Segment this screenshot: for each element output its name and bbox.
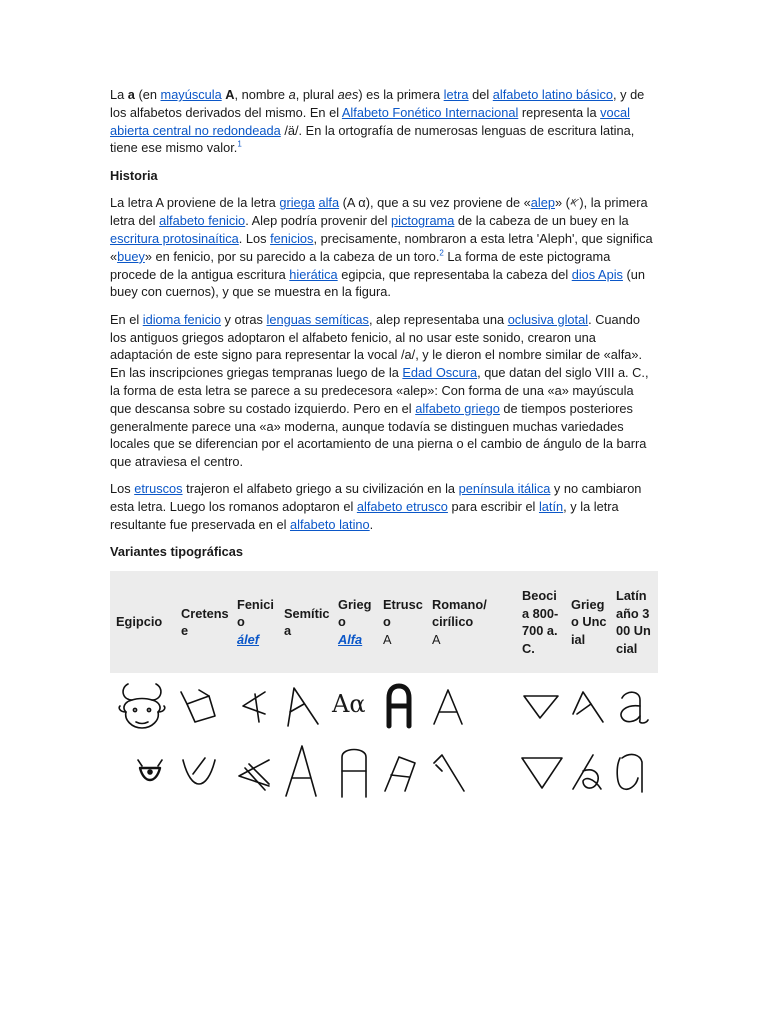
link-alfabeto-fonetico-internacional[interactable]: Alfabeto Fonético Internacional <box>341 104 519 120</box>
italic-term: aes <box>337 87 359 102</box>
semitic-a-glyph <box>282 682 326 730</box>
col-beocia: Beocia 800-700 a. C. <box>516 571 565 673</box>
text-run: ) es la primera <box>358 87 444 102</box>
link-alef[interactable] <box>237 632 259 647</box>
text-run: Los <box>110 481 135 497</box>
text-run: , y la letra resultante fue preservada en el <box>110 499 619 533</box>
text-run: y no cambiaron esta letra. Luego los romanos adoptaron el <box>110 481 642 515</box>
cell-latin-uncial-2 <box>610 739 658 805</box>
text-run: (Α α), que a su vez proviene de « <box>339 195 531 211</box>
text-run: y otras <box>220 311 267 327</box>
link-etruscos[interactable]: etruscos <box>134 481 183 497</box>
link-lenguas-semiticas[interactable]: lenguas semíticas <box>266 311 369 327</box>
link-alfa-table[interactable] <box>338 632 362 647</box>
text-run: , y de los alfabetos derivados del mismo. En el <box>110 87 645 120</box>
heading-historia: Historia <box>110 167 158 183</box>
greek-alpha2-glyph <box>336 743 376 801</box>
link-oclusiva-glotal[interactable]: oclusiva glotal <box>507 311 589 327</box>
col-egipcio: Egipcio <box>110 571 175 673</box>
cell-semitica-1 <box>278 673 332 739</box>
text-run: , nombre <box>234 87 289 102</box>
historia-paragraph-3 <box>110 480 658 533</box>
glyph-row-1 <box>110 673 658 739</box>
text-run: (un buey con cuernos), y que se muestra en la figura. <box>110 266 645 300</box>
cell-egipcio-1 <box>110 673 175 739</box>
cell-griego-1 <box>332 673 377 739</box>
link-alfabeto-etrusco[interactable]: alfabeto etrusco <box>356 499 448 515</box>
link-escritura-protosinaitica[interactable]: escritura protosinaítica <box>110 231 239 247</box>
italic-term: a <box>288 87 296 102</box>
link-latin[interactable]: latín <box>538 499 564 515</box>
etruscan-a-glyph <box>381 682 417 730</box>
greek-uncial-a-glyph <box>569 684 609 728</box>
text-run: La forma de este pictograma procede de la antigua escritura <box>110 248 611 282</box>
cell-cretense-2 <box>175 739 231 805</box>
col-etrusco-label: Etrusco <box>383 596 423 630</box>
cell-fenicio-2 <box>231 739 278 805</box>
col-etrusco <box>377 571 426 673</box>
link-alfa-table-text: Alfa <box>338 631 363 647</box>
link-alfa[interactable]: alfa <box>318 195 340 211</box>
col-fenicio <box>231 571 278 673</box>
text-run: . Cuando los antiguos griegos adoptaron el alfabeto fenicio, al no usar este sonido, crearon una adaptación de este signo para representar la vocal /a/, y le dieron el nombre similar de «alfa». En las inscripciones griegas tempranas luego de la <box>110 311 643 381</box>
link-vocal-abierta-central[interactable]: vocal abierta central no redondeada <box>110 104 631 138</box>
glyph-row-2 <box>110 739 658 805</box>
col-griego-label: Griego <box>338 596 372 630</box>
link-griega[interactable]: griega <box>279 195 315 211</box>
cell-fenicio-1 <box>231 673 278 739</box>
boeotian-a2-glyph <box>520 750 568 794</box>
col-romano <box>426 571 516 673</box>
text-run: para escribir el <box>447 499 539 515</box>
cell-latin-uncial-1 <box>610 673 658 739</box>
link-letra[interactable]: letra <box>443 87 469 102</box>
col-etrusco-sub: A <box>383 631 392 647</box>
cell-beocia-1 <box>516 673 565 739</box>
text-run: » (𐤀), la primera letra del <box>110 195 648 229</box>
boeotian-a-glyph <box>520 686 564 726</box>
col-cretense: Cretense <box>175 571 231 673</box>
col-semitica: Semítica <box>278 571 332 673</box>
link-edad-oscura[interactable]: Edad Oscura <box>402 365 478 381</box>
intro-paragraph <box>110 86 658 157</box>
cell-semitica-2 <box>278 739 332 805</box>
text-run: , alep representaba una <box>368 311 508 327</box>
variants-table <box>110 571 658 805</box>
cell-beocia-2 <box>516 739 565 805</box>
cretan-a2-glyph <box>179 750 223 794</box>
text-run: (en <box>134 87 161 102</box>
text-run: . Alep podría provenir del <box>245 213 392 229</box>
cell-cretense-1 <box>175 673 231 739</box>
cell-griego-uncial-2 <box>565 739 610 805</box>
cell-griego-uncial-1 <box>565 673 610 739</box>
text-run: trajeron el alfabeto griego a su civilización en la <box>182 481 459 497</box>
link-mayuscula[interactable]: mayúscula <box>160 87 222 102</box>
text-run: , que datan del siglo VIII a. C., la forma de esta letra se parece a su predecesora «alep»: Con forma de una «a» mayúscula que descansa sobre su costado izquierdo. Pero en el <box>110 365 649 416</box>
text-run: . <box>369 517 374 533</box>
etruscan-a2-glyph <box>381 749 421 795</box>
col-griego <box>332 571 377 673</box>
col-latin-uncial: Latín año 300 Uncial <box>610 571 658 673</box>
link-alfabeto-latino[interactable]: alfabeto latino <box>289 517 370 533</box>
text-run: , precisamente, nombraron a esta letra 'Aleph', que significa « <box>110 231 653 264</box>
text-run: representa la <box>518 104 601 120</box>
latin-uncial-a2-glyph <box>614 748 654 796</box>
cell-romano-2 <box>426 739 516 805</box>
reference-2[interactable]: 2 <box>439 248 444 258</box>
link-pictograma[interactable]: pictograma <box>391 213 455 229</box>
text-run: La letra A proviene de la letra <box>110 195 280 211</box>
text-run: » en fenicio, por su parecido a la cabeza de un toro. <box>144 248 440 264</box>
heading-variantes-tipograficas: Variantes tipográficas <box>110 544 243 560</box>
phoenician-aleph2-glyph <box>235 750 275 794</box>
col-romano-label: Romano/ cirílico <box>432 596 487 630</box>
text-run: La <box>110 87 128 102</box>
text-run: del <box>468 87 493 102</box>
link-peninsula-italica[interactable]: península itálica <box>458 481 551 497</box>
table-header-row <box>110 571 658 673</box>
col-romano-sub: A <box>432 631 441 647</box>
link-alef-text: álef <box>237 631 260 647</box>
link-alep[interactable]: alep <box>530 195 555 211</box>
ox-head-glyph <box>114 678 170 734</box>
semitic-a2-glyph <box>282 744 322 800</box>
historia-paragraph-1 <box>110 194 658 301</box>
cell-etrusco-1 <box>377 673 426 739</box>
phoenician-aleph-glyph <box>235 684 275 728</box>
text-run: En el <box>110 311 143 327</box>
link-alfabeto-griego[interactable]: alfabeto griego <box>415 400 500 416</box>
col-griego-uncial: Griego Uncial <box>565 571 610 673</box>
link-alfabeto-latino-basico[interactable]: alfabeto latino básico <box>492 87 613 102</box>
link-buey[interactable]: buey <box>117 248 145 264</box>
ox-head-small-glyph <box>130 752 170 792</box>
link-fenicios[interactable]: fenicios <box>270 231 314 247</box>
link-alfabeto-fenicio[interactable]: alfabeto fenicio <box>159 213 246 229</box>
text-run: de la cabeza de un buey en la <box>454 213 629 229</box>
roman-a-glyph <box>430 684 470 728</box>
cell-egipcio-2 <box>110 739 175 805</box>
latin-uncial-a-glyph <box>614 684 654 728</box>
historia-paragraph-2 <box>110 311 658 471</box>
reference-1[interactable]: 1 <box>237 140 242 150</box>
text-run: . Los <box>238 231 271 247</box>
text-run: , plural <box>295 87 338 102</box>
link-hieratica[interactable]: hierática <box>289 266 338 282</box>
cell-griego-2 <box>332 739 377 805</box>
greek-uncial-a2-glyph <box>569 749 609 795</box>
cell-romano-1 <box>426 673 516 739</box>
greek-alpha-glyph: Αα <box>332 689 366 718</box>
text-run: de tiempos posteriores generalmente parece una «a» moderna, aunque todavía se distinguen muchas variedades locales que se diferencian por el acortamiento de una pierna o el cambio de ángulo de la barra que atraviesa el centro. <box>110 400 647 470</box>
link-dios-apis[interactable]: dios Apis <box>571 266 623 282</box>
bold-term: A <box>225 87 235 102</box>
text-run: egipcia, que representaba la cabeza del <box>337 266 572 282</box>
bold-term: a <box>127 87 135 102</box>
article-body <box>110 86 658 805</box>
link-idioma-fenicio[interactable]: idioma fenicio <box>142 311 221 327</box>
roman-a2-glyph <box>430 749 470 795</box>
cretan-a-glyph <box>179 684 223 728</box>
cell-etrusco-2 <box>377 739 426 805</box>
col-fenicio-label: Fenicio <box>237 596 274 630</box>
text-run: /ä/. En la ortografía de numerosas lenguas de escritura latina, tiene ese mismo valor. <box>110 122 635 156</box>
